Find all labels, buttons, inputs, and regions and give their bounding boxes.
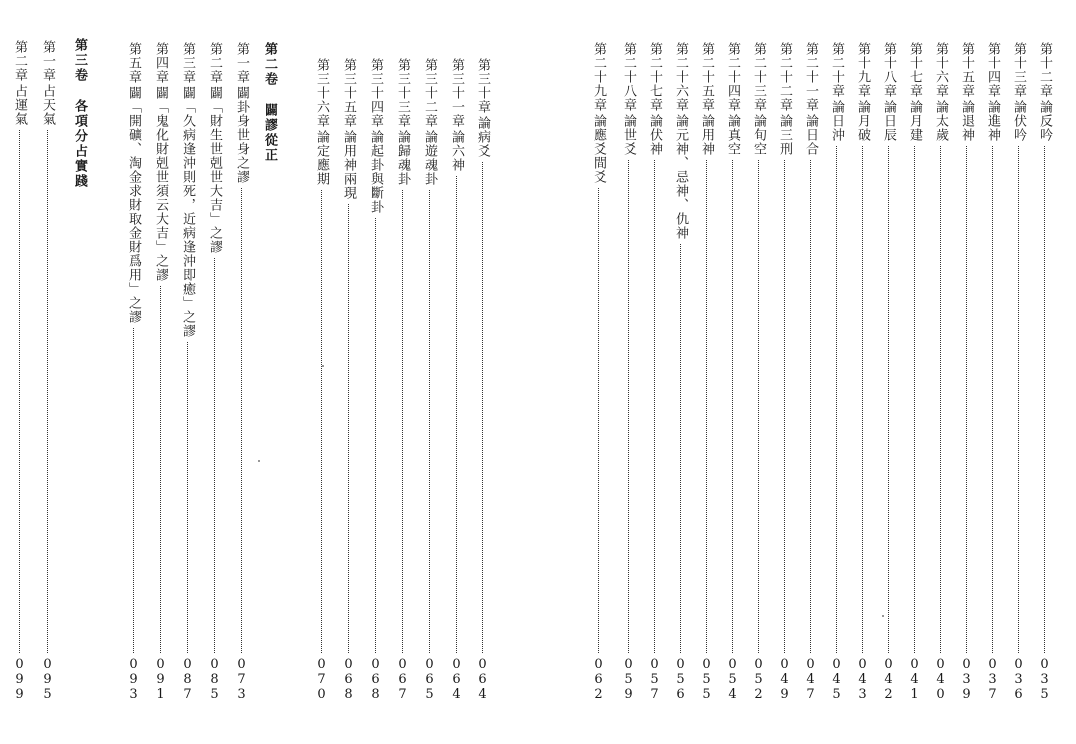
scan-speck: [322, 365, 324, 367]
volume-subtitle: 闢謬從正: [262, 103, 277, 163]
toc-entry: [617, 42, 639, 702]
chapter-number: 第十八章: [881, 42, 896, 98]
chapter-title: 論三刑: [777, 114, 792, 156]
toc-entry: [176, 42, 198, 702]
page-number: 047: [803, 657, 818, 702]
page-number: 095: [40, 657, 55, 702]
dot-leader: [598, 188, 599, 653]
chapter-title: 論月建: [907, 100, 922, 142]
volume-subtitle: 各項分占實踐: [72, 99, 87, 189]
chapter-number: 第三十章: [475, 58, 490, 114]
toc-entry: [721, 42, 743, 702]
page-number: 052: [751, 657, 766, 702]
chapter-number: 第一章: [40, 40, 55, 82]
toc-entry: [1007, 42, 1029, 702]
dot-leader: [133, 328, 134, 653]
toc-entry: [230, 42, 252, 702]
page-number: 037: [985, 657, 1000, 702]
page-number: 099: [12, 657, 27, 702]
chapter-title: 論月破: [855, 100, 870, 142]
page-number: 045: [829, 657, 844, 702]
chapter-number: 第二十三章: [751, 42, 766, 112]
dot-leader: [758, 160, 759, 653]
dot-leader: [482, 162, 483, 653]
toc-entry: [587, 42, 609, 702]
toc-entry: [8, 40, 30, 702]
dot-leader: [784, 160, 785, 653]
dot-leader: [940, 146, 941, 653]
toc-entry: [877, 42, 899, 702]
dot-leader: [810, 160, 811, 653]
volume-heading: [68, 38, 90, 189]
dot-leader: [862, 146, 863, 653]
page-number: 062: [591, 657, 606, 702]
toc-entry: [773, 42, 795, 702]
page-number: 073: [234, 657, 249, 702]
chapter-number: 第三十四章: [368, 58, 383, 128]
chapter-title: 論真空: [725, 114, 740, 156]
page-number: 064: [449, 657, 464, 702]
page-number: 064: [475, 657, 490, 702]
chapter-number: 第二章: [12, 40, 27, 82]
dot-leader: [160, 286, 161, 653]
toc-entry: [337, 58, 359, 702]
dot-leader: [836, 146, 837, 653]
toc-entry: [669, 42, 691, 702]
chapter-number: 第十五章: [959, 42, 974, 98]
chapter-title: 論日合: [803, 114, 818, 156]
dot-leader: [47, 130, 48, 653]
page-number: 049: [777, 657, 792, 702]
chapter-number: 第三十六章: [314, 58, 329, 128]
chapter-title: 論旬空: [751, 114, 766, 156]
chapter-number: 第二十二章: [777, 42, 792, 112]
toc-entry: [903, 42, 925, 702]
page-number: 041: [907, 657, 922, 702]
chapter-number: 第十六章: [933, 42, 948, 98]
page-number: 056: [673, 657, 688, 702]
dot-leader: [914, 146, 915, 653]
toc-entry: [981, 42, 1003, 702]
page-number: 091: [153, 657, 168, 702]
chapter-number: 第十九章: [855, 42, 870, 98]
toc-entry: [851, 42, 873, 702]
toc-entry: [122, 42, 144, 702]
dot-leader: [241, 188, 242, 653]
chapter-number: 第三十三章: [395, 58, 410, 128]
chapter-title: 占天氣: [40, 84, 55, 126]
chapter-number: 第二十八章: [621, 42, 636, 112]
toc-entry: [929, 42, 951, 702]
chapter-title: 論應爻間爻: [591, 114, 606, 184]
chapter-number: 第十二章: [1037, 42, 1052, 98]
chapter-title: 闢卦身世身之謬: [234, 86, 249, 184]
dot-leader: [654, 160, 655, 653]
page-number: 039: [959, 657, 974, 702]
toc-entry: [747, 42, 769, 702]
dot-leader: [429, 190, 430, 653]
dot-leader: [888, 146, 889, 653]
toc-entry: [391, 58, 413, 702]
toc-entry: [36, 40, 58, 702]
chapter-number: 第十四章: [985, 42, 1000, 98]
toc-entry: [445, 58, 467, 702]
dot-leader: [1018, 146, 1019, 653]
dot-leader: [680, 244, 681, 653]
dot-leader: [187, 342, 188, 653]
chapter-number: 第三十五章: [341, 58, 356, 128]
page-number: 087: [180, 657, 195, 702]
page-number: 085: [207, 657, 222, 702]
dot-leader: [348, 204, 349, 653]
chapter-number: 第一章: [234, 42, 249, 84]
chapter-title: 闢「鬼化財剋世須云大吉」之謬: [153, 86, 168, 282]
chapter-number: 第二十七章: [647, 42, 662, 112]
chapter-number: 第二十六章: [673, 42, 688, 112]
page-number: 040: [933, 657, 948, 702]
chapter-title: 論世爻: [621, 114, 636, 156]
chapter-number: 第五章: [126, 42, 141, 84]
dot-leader: [628, 160, 629, 653]
chapter-number: 第二十一章: [803, 42, 818, 112]
chapter-title: 占運氣: [12, 84, 27, 126]
scan-speck: [882, 615, 884, 617]
chapter-title: 論用神兩現: [341, 130, 356, 200]
chapter-title: 論反吟: [1037, 100, 1052, 142]
dot-leader: [19, 130, 20, 653]
dot-leader: [966, 146, 967, 653]
chapter-title: 論六神: [449, 130, 464, 172]
chapter-title: 論日沖: [829, 100, 844, 142]
volume-heading: [258, 42, 280, 163]
dot-leader: [1044, 146, 1045, 653]
toc-entry: [695, 42, 717, 702]
toc-entry: [643, 42, 665, 702]
toc-entry: [799, 42, 821, 702]
chapter-title: 論進神: [985, 100, 1000, 142]
chapter-number: 第二章: [207, 42, 222, 84]
chapter-title: 論歸魂卦: [395, 130, 410, 186]
toc-entry: [955, 42, 977, 702]
toc-entry: [149, 42, 171, 702]
page-number: 057: [647, 657, 662, 702]
dot-leader: [732, 160, 733, 653]
volume-number: 第三卷: [72, 38, 87, 83]
toc-entry: [1033, 42, 1055, 702]
page-number: 067: [395, 657, 410, 702]
chapter-title: 論起卦與斷卦: [368, 130, 383, 214]
chapter-number: 第二十九章: [591, 42, 606, 112]
page-number: 065: [422, 657, 437, 702]
toc-entry: [364, 58, 386, 702]
dot-leader: [321, 190, 322, 653]
chapter-title: 論伏神: [647, 114, 662, 156]
toc-entry: [471, 58, 493, 702]
chapter-title: 論太歲: [933, 100, 948, 142]
page-number: 070: [314, 657, 329, 702]
page-number: 093: [126, 657, 141, 702]
chapter-title: 論定應期: [314, 130, 329, 186]
scan-speck: [258, 460, 260, 462]
chapter-number: 第三十一章: [449, 58, 464, 128]
chapter-title: 論元神、忌神、仇神: [673, 114, 688, 240]
chapter-number: 第三章: [180, 42, 195, 84]
chapter-title: 闢「開礦、淘金求財取金財爲用」之謬: [126, 86, 141, 324]
chapter-title: 闢「久病逢沖則死，近病逢沖即癒」之謬: [180, 86, 195, 338]
dot-leader: [402, 190, 403, 653]
chapter-number: 第二十四章: [725, 42, 740, 112]
chapter-number: 第十三章: [1011, 42, 1026, 98]
chapter-title: 論病爻: [475, 116, 490, 158]
dot-leader: [706, 160, 707, 653]
page-number: 035: [1037, 657, 1052, 702]
page-number: 068: [368, 657, 383, 702]
chapter-number: 第二十五章: [699, 42, 714, 112]
chapter-number: 第十七章: [907, 42, 922, 98]
page-number: 059: [621, 657, 636, 702]
chapter-title: 論退神: [959, 100, 974, 142]
page-number: 036: [1011, 657, 1026, 702]
chapter-title: 闢「財生世剋世大吉」之謬: [207, 86, 222, 254]
chapter-number: 第二十章: [829, 42, 844, 98]
chapter-title: 論遊魂卦: [422, 130, 437, 186]
page-number: 054: [725, 657, 740, 702]
toc-entry: [203, 42, 225, 702]
chapter-title: 論日辰: [881, 100, 896, 142]
page-number: 068: [341, 657, 356, 702]
page-number: 043: [855, 657, 870, 702]
toc-entry: [825, 42, 847, 702]
chapter-number: 第四章: [153, 42, 168, 84]
dot-leader: [456, 176, 457, 653]
page-number: 055: [699, 657, 714, 702]
page-number: 042: [881, 657, 896, 702]
dot-leader: [214, 258, 215, 653]
dot-leader: [375, 218, 376, 653]
dot-leader: [992, 146, 993, 653]
chapter-title: 論用神: [699, 114, 714, 156]
volume-number: 第二卷: [262, 42, 277, 87]
toc-entry: [310, 58, 332, 702]
chapter-number: 第三十二章: [422, 58, 437, 128]
chapter-title: 論伏吟: [1011, 100, 1026, 142]
toc-entry: [418, 58, 440, 702]
